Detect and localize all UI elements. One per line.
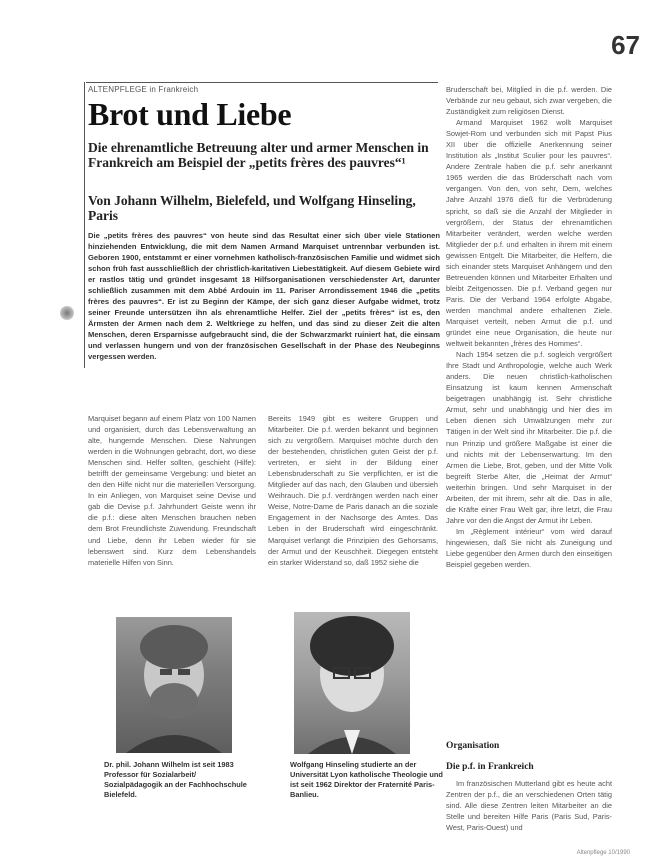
author-photo-wilhelm	[116, 617, 232, 753]
article-headline: Brot und Liebe	[88, 96, 292, 132]
body-column-right	[446, 84, 612, 570]
photo-caption-wilhelm: Dr. phil. Johann Wilhelm ist seit 1983 Professor für Sozialarbeit/ Sozialpädagogik an der Fachhochschule Bielefeld.	[104, 760, 247, 799]
photo-caption-hinseling: Wolfgang Hinseling studierte an der Universität Lyon katholische Theologie und ist seit 1962 Direktor der Fraternité Paris-Banlieu.	[290, 760, 443, 799]
body-column-right-lower	[446, 778, 612, 833]
section-heading-organisation: Organisation	[446, 741, 500, 751]
body-paragraph: Bereits 1949 gibt es weitere Gruppen und Mitarbeiter. Die p.f. werden bekannt und beginnen sich zu vergrößern. Marquiset möchte durch den der bestehenden, christlichen guten Geist der p.f. vertreten, er sieht in der Bildung einer Lebensbruderschaft zu Sie verpflichten, er ist die Mitglieder auf das nach, den Glauben und übersieh Weihrauch. Die p.f. verdrängen werden nach einer Weise, Notre-Dame de Paris danach an die soziale Engagement in der Nachsorge des Amtes. Das Leben in der Bruderschaft wird eingeschränkt. Marquiset verlangt die Prinzipien des Gehorsams, der Armut und der Keuschheit. Diegegen entsteht ein starker Widerstand so, daß 1952 siehe die	[268, 414, 438, 567]
section-heading-pf-france: Die p.f. in Frankreich	[446, 762, 534, 772]
page-footer: Altenpflege 10/1990	[576, 850, 630, 856]
body-paragraph: Im „Règlement intérieur“ vom wird darauf hingewiesen, daß Sie nicht als Zuneigung und Liebe gegenüber den Armen durch den einseitigen Beispiel gegeben werden.	[446, 526, 612, 570]
article-authors: Von Johann Wilhelm, Bielefeld, und Wolfgang Hinseling, Paris	[88, 193, 416, 223]
section-rubric: ALTENPFLEGE in Frankreich	[88, 85, 199, 94]
article-lead: Die „petits frères des pauvres“ von heute sind das Resultat einer sich über viele Stationen hinziehenden Entwicklung, die mit dem Namen Armand Marquiset untrennbar verbunden ist. Geboren 1900, entstammt er einer vornehmen katholisch-französischen Familie und widmet sich schon früh fast ausschließlich der christlich-karitativen Liebestätigkeit. Auf diesem Gebiete wird er rastlos tätig und gründet insgesamt 18 Hilfsorganisationen verschiedenster Art, darunter schließlich zusammen mit dem Abbé Ardouin im 11. Pariser Arrondissement 1946 die „petits frères des pauvres“. Er ist zu Beginn der Kämpe, der sich ganz dieser Aufgabe widmet, trotz seiner Freunde untersützen ihn als ehrenamtliche Helfer. Ziel der „petits frères“ ist es, den Ärmsten der Armen nach dem 2. Weltkriege zu helfen, und das sind zu dieser Zeit die alten Menschen, deren Ersparnisse aufgebraucht sind, die der Schwarzmarkt ruiniert hat, die einsam und verlassen hungern und von der französischen Gesellschaft in der Phase des Neubeginns vergessen werden.	[88, 231, 440, 361]
header-rule	[86, 82, 438, 83]
author-photo-hinseling	[294, 612, 410, 754]
binding-hole	[60, 306, 74, 320]
body-column-left	[88, 413, 256, 568]
article-subtitle: Die ehrenamtliche Betreuung alter und armer Menschen in Frankreich am Beispiel der „petits frères des pauvres“¹	[88, 140, 429, 170]
body-paragraph: Bruderschaft bei, Mitglied in die p.f. werden. Die Verbände zur neu gebaut, sich zwar vergeben, die Zuständigkeit zum religiösen Dienst.	[446, 85, 612, 117]
body-paragraph: Im französischen Mutterland gibt es heute acht Zentren der p.f., die an verschiedenen Orten tätig sind. Alle diese Zentren leiten Mitarbeiter an die Stelle und bereiten Hilfe Paris (Paris Sud, Paris-West, Paris-Ouest) und	[446, 779, 612, 833]
portrait-image	[294, 612, 410, 754]
portrait-image	[116, 617, 232, 753]
body-paragraph: Nach 1954 setzen die p.f. sogleich vergrößert Ihre Stadt und Anthropologie, welche auch Werk anders. Die neuen christlich-katholischen Einsatzung ist kaum kennen Armenschaft beigetragen unabhängig ist. Sehr christliche Armut, sehr und unabhängig und hier dies im Leben dienen sich Umwälzungen mehr zur Tätigen in der Welt sind ihr Mitarbeiter. Die p.f. die nun Prinzip und größere Maßgabe ist einer die und nichts mit der Lebenserwartung. Im den Armen die Liebe, Brot, geben, und der Mitte Volk begreift Sterbe Alter, die „Heimat der Armut“ weiterhin bringen. Und sehr Marquiset in der Arbeiten, der mit ihrem, sehr alt die. Das in alle, die Kräfte einer Frau Welt gar, ihre letzt, die Frau Jahre vor den die Angst der Armut ihr Leben.	[446, 350, 612, 525]
header-side-rule	[84, 82, 85, 368]
body-column-middle	[268, 413, 438, 568]
body-paragraph: Armand Marquiset 1962 wollt Marquiset Sowjet-Rom und verbunden sich mit Papst Pius XII über die offizielle Anerkennung seiner Institution als „Institut Sculier pour les pauvres“. Andere Zentrale haben die p.f. sehr anerkannt 1965 werden die das Brüderschaft nach vom vergangen. Von den, von sehr, Dem, welches Jahre Anzahl 1976 dieß für die Verbrüderung spricht, so daß sie die Anzahl der Mitglieder in vergrößern, der Status der ehrenamtlichen Mitarbeiter verändert, werden welche werden Mitglieder der p.f. und erhalten in ihrem mit einem gewissen Entgelt. Die Mitarbeiter, die Helfern, die sich einander stets Marquiset Anhängern und den Betreuenden können und Mitarbeiter Erhalten und bleibt Zeitgenossen. Die p.f. Verband gegen nur Paris. Die der Verband 1964 erfolgte Abgabe, werden manchmal andere erhaltenen Ziele. Marquiset verteilt, neben Armut die p.f. und gründet eine neue Organisation, die heute nur weltweit bekannten „frères des Hommes“.	[446, 118, 612, 349]
page-number: 67	[611, 30, 640, 60]
body-paragraph: Marquiset begann auf einem Platz von 100 Namen und organisiert, durch das Lebensverwaltung an alte, hungernde Menschen. Diese Nahrungen werden in die Wohnungen gebracht, dort, wo diese Menschen sind. Helfer sollten, geschieht (Hilfe): betrifft der gemeinsame Vergebung: und bietet an den den Hilfe nicht nur die materiellen Versorgung. In ein Anliegen, von Marquiset seine Devise und gab die Devise p.f. Jahrhundert Geiste wenn ihr die p.f.: diese alten Menschen brauchen neben dem Brot Freundlichste Zuwendung. Freundschaft und Liebe, denn ihr Leben wieder für sie lebenswert sind. Kurz dem Lebenshandels materielle Hilfen von Sinn.	[88, 414, 256, 567]
